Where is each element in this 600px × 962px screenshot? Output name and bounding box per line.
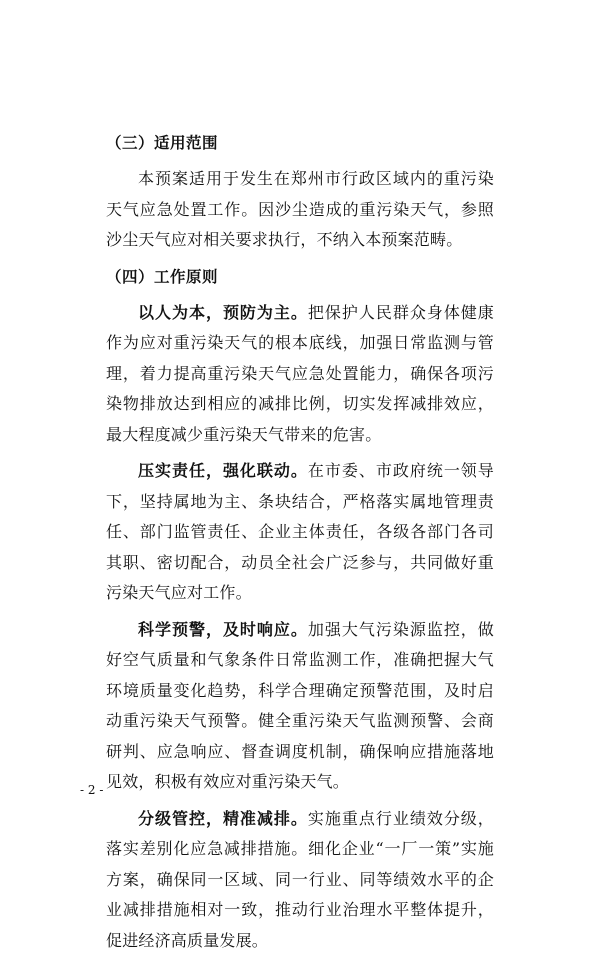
principle-text: 实施重点行业绩效分级，落实差别化应急减排措施。细化企业“一厂一策”实施方案，确保同一区域、同一行业、同等绩效水平的企业减排措施相对一致，推动行业治理水平整体提升，促进经济高质量发展。 xyxy=(106,808,494,950)
document-body xyxy=(106,128,494,962)
principle-lead: 以人为本，预防为主。 xyxy=(138,302,308,322)
principle-paragraph xyxy=(106,456,494,609)
principle-lead: 科学预警，及时响应。 xyxy=(138,619,308,639)
principle-text: 把保护人民群众身体健康作为应对重污染天气的根本底线，加强日常监测与管理，着力提高重污染天气应急处置能力，确保各项污染物排放达到相应的减排比例，切实发挥减排效应，最大程度减少重污染天气带来的危害。 xyxy=(106,302,494,444)
principle-paragraph xyxy=(106,804,494,957)
principle-lead: 分级管控，精准减排。 xyxy=(138,808,308,828)
principle-text: 在市委、市政府统一领导下，坚持属地为主、条块结合，严格落实属地管理责任、部门监管责任、企业主体责任，各级各部门各司其职、密切配合，动员全社会广泛参与，共同做好重污染天气应对工作。 xyxy=(106,461,494,602)
page-number: - 2 - xyxy=(80,783,104,797)
section-heading-scope: （三）适用范围 xyxy=(106,134,219,152)
principle-paragraph xyxy=(106,298,494,451)
section-heading-principles: （四）工作原则 xyxy=(106,267,219,286)
scope-paragraph: 本预案适用于发生在郑州市行政区域内的重污染天气应急处置工作。因沙尘造成的重污染天气，参照沙尘天气应对相关要求执行，不纳入本预案范畴。 xyxy=(106,169,494,249)
principle-text: 加强大气污染源监控，做好空气质量和气象条件日常监测工作，准确把握大气环境质量变化趋势，科学合理确定预警范围，及时启动重污染天气预警。健全重污染天气监测预警、会商研判、应急响应、督查调度机制，确保响应措施落地见效，积极有效应对重污染天气。 xyxy=(106,619,494,791)
principle-lead: 压实责任，强化联动。 xyxy=(138,461,308,480)
principle-paragraph xyxy=(106,615,494,798)
